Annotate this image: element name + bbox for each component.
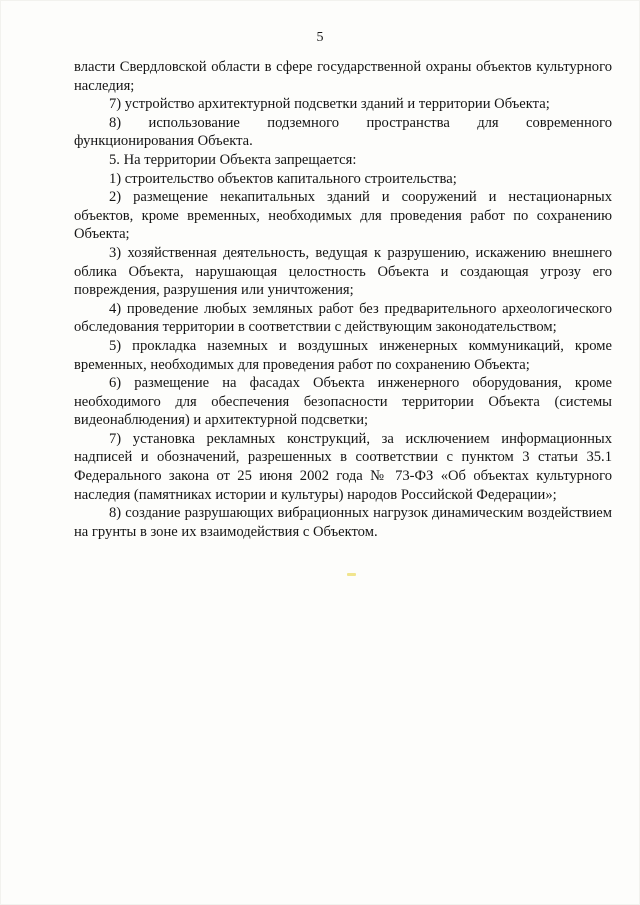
scan-speck [347,573,356,576]
prohibition-item-2: 2) размещение некапитальных зданий и сооружений и нестационарных объектов, кроме временных, необходимых для проведения работ по сохранению Объекта; [74,189,612,243]
prohibition-item-7: 7) установка рекламных конструкций, за исключением информационных надписей и обозначений, разрешенных в соответствии с пунктом 3 статьи 35.1 Федерального закона от 25 июня 2002 года № 73-ФЗ «Об объектах культурного наследия (памятниках истории и культуры) народов Российской Федерации»; [74,430,612,503]
section-5-heading: 5. На территории Объекта запрещается: [109,151,357,168]
prohibition-item-4: 4) проведение любых земляных работ без предварительного археологического обследования территории в соответствии с действующим законодательством; [74,300,612,336]
document-body [74,58,612,541]
prohibition-item-3: 3) хозяйственная деятельность, ведущая к разрушению, искажению внешнего облика Объекта, нарушающая целостность Объекта и создающая угрозу его повреждения, разрушения или уничтожения; [74,244,612,299]
prohibition-item-5: 5) прокладка наземных и воздушных инженерных коммуникаций, кроме временных, необходимых для проведения работ по сохранению Объекта; [74,337,612,373]
prohibition-item-6: 6) размещение на фасадах Объекта инженерного оборудования, кроме необходимого для обеспечения безопасности территории Объекта (системы видеонаблюдения) и архитектурной подсветки; [74,375,612,429]
prohibition-item-8: 8) создание разрушающих вибрационных нагрузок динамическим воздействием на грунты в зоне их взаимодействия с Объектом. [74,505,612,540]
paragraph-continuation: власти Свердловской области в сфере государственной охраны объектов культурного наследия; [74,59,612,94]
paragraph-item-7-lighting: 7) устройство архитектурной подсветки зданий и территории Объекта; [109,96,550,113]
prohibition-item-1: 1) строительство объектов капитального строительства; [109,170,457,187]
page-number: 5 [316,30,324,45]
paragraph-item-8-underground: 8) использование подземного пространства для современного функционирования Объекта. [74,114,612,150]
